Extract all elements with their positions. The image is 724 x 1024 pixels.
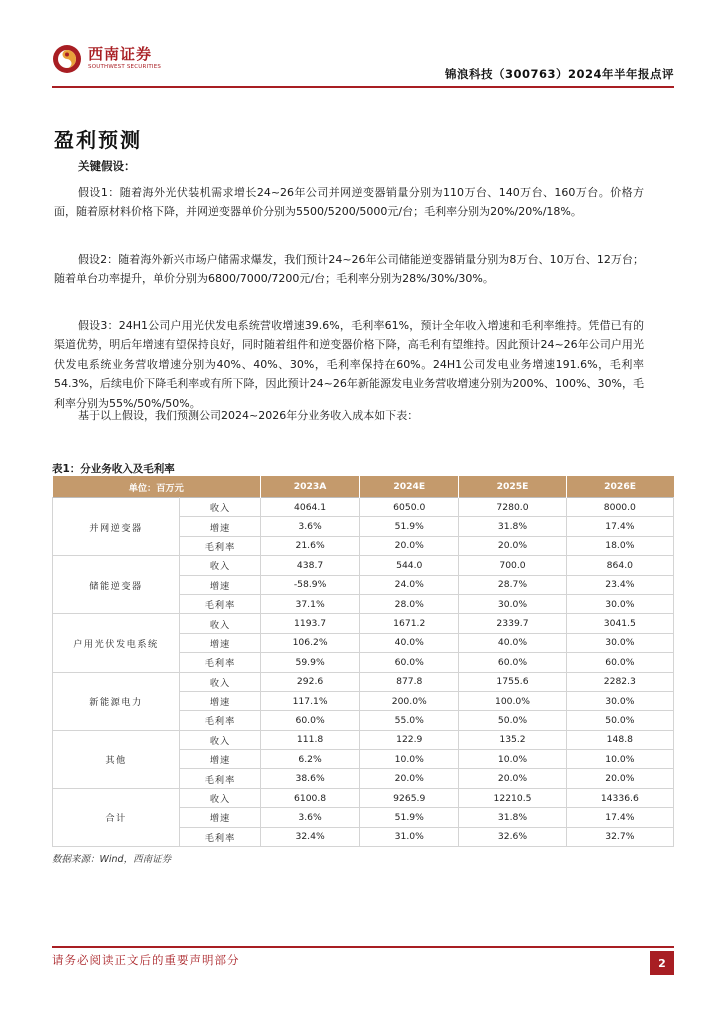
value-cell: 7280.0 — [459, 498, 566, 517]
value-cell: 877.8 — [360, 672, 459, 691]
page-number: 2 — [650, 951, 674, 975]
value-cell: 60.0% — [261, 711, 360, 730]
logo-english-name: SOUTHWEST SECURITIES — [88, 64, 162, 71]
value-cell: 50.0% — [459, 711, 566, 730]
segment-name-cell: 合计 — [53, 788, 180, 846]
header-unit: 单位：百万元 — [53, 476, 261, 498]
value-cell: 135.2 — [459, 730, 566, 749]
table-row — [53, 672, 674, 691]
value-cell: 12210.5 — [459, 788, 566, 807]
company-logo — [52, 42, 192, 76]
table-row — [53, 556, 674, 575]
table-row — [53, 730, 674, 749]
page-header — [52, 42, 674, 88]
header-2026e: 2026E — [566, 476, 673, 498]
value-cell: 864.0 — [566, 556, 673, 575]
segment-revenue-table — [52, 476, 674, 847]
value-cell: 4064.1 — [261, 498, 360, 517]
value-cell: 30.0% — [566, 633, 673, 652]
value-cell: 20.0% — [459, 769, 566, 788]
metric-name-cell: 收入 — [180, 614, 261, 633]
value-cell: 20.0% — [360, 536, 459, 555]
value-cell: 106.2% — [261, 633, 360, 652]
segment-name-cell: 其他 — [53, 730, 180, 788]
table-row — [53, 614, 674, 633]
value-cell: 60.0% — [566, 653, 673, 672]
value-cell: 1671.2 — [360, 614, 459, 633]
value-cell: 20.0% — [360, 769, 459, 788]
value-cell: 21.6% — [261, 536, 360, 555]
value-cell: 10.0% — [566, 750, 673, 769]
metric-name-cell: 收入 — [180, 672, 261, 691]
value-cell: 3041.5 — [566, 614, 673, 633]
metric-name-cell: 毛利率 — [180, 594, 261, 613]
assumption-paragraph-3: 假设3：24H1公司户用光伏发电系统营收增速39.6%，毛利率61%，预计全年收入增速和毛利率维持。凭借已有的渠道优势，明后年增速有望保持良好，同时随着组件和逆变器价格下降，高毛利有望维持。因此预计24~26年公司户用光伏发电系统业务营收增速分别为40%、40%、30%，毛利率保持在60%。24H1公司发电业务增速191.6%，毛利率54.3%，后续电价下降毛利率或有所下降，因此预计24~26年新能源发电业务营收增速分别为200%、100%、30%，毛利率分别为55%/50%/50%。 — [54, 319, 644, 410]
value-cell: 51.9% — [360, 517, 459, 536]
value-cell: 10.0% — [360, 750, 459, 769]
metric-name-cell: 毛利率 — [180, 827, 261, 846]
metric-name-cell: 增速 — [180, 691, 261, 710]
table-body — [53, 498, 674, 847]
value-cell: 55.0% — [360, 711, 459, 730]
value-cell: 20.0% — [459, 536, 566, 555]
footer-notice: 请务必阅读正文后的重要声明部分 — [52, 953, 240, 967]
segment-name-cell: 新能源电力 — [53, 672, 180, 730]
value-cell: 30.0% — [459, 594, 566, 613]
value-cell: 51.9% — [360, 808, 459, 827]
metric-name-cell: 增速 — [180, 517, 261, 536]
value-cell: 31.0% — [360, 827, 459, 846]
table-row — [53, 498, 674, 517]
value-cell: 50.0% — [566, 711, 673, 730]
metric-name-cell: 毛利率 — [180, 653, 261, 672]
section-title: 盈利预测 — [54, 128, 142, 152]
report-title: 锦浪科技（300763）2024年半年报点评 — [444, 67, 674, 81]
metric-name-cell: 增速 — [180, 575, 261, 594]
value-cell: 544.0 — [360, 556, 459, 575]
value-cell: 28.7% — [459, 575, 566, 594]
metric-name-cell: 增速 — [180, 633, 261, 652]
value-cell: 30.0% — [566, 594, 673, 613]
assumption-paragraph-1: 假设1：随着海外光伏装机需求增长24~26年公司并网逆变器销量分别为110万台、140万台、160万台。价格方面，随着原材料价格下降，并网逆变器单价分别为5500/5200/5000元/台；毛利率分别为20%/20%/18%。 — [54, 186, 644, 219]
value-cell: 14336.6 — [566, 788, 673, 807]
value-cell: 32.4% — [261, 827, 360, 846]
value-cell: 17.4% — [566, 808, 673, 827]
value-cell: 3.6% — [261, 517, 360, 536]
table-caption: 表1：分业务收入及毛利率 — [52, 463, 175, 475]
value-cell: 200.0% — [360, 691, 459, 710]
value-cell: 40.0% — [360, 633, 459, 652]
segment-name-cell: 储能逆变器 — [53, 556, 180, 614]
metric-name-cell: 增速 — [180, 750, 261, 769]
value-cell: 60.0% — [459, 653, 566, 672]
data-source: 数据来源：Wind，西南证券 — [52, 854, 172, 865]
metric-name-cell: 收入 — [180, 498, 261, 517]
metric-name-cell: 毛利率 — [180, 769, 261, 788]
value-cell: -58.9% — [261, 575, 360, 594]
value-cell: 31.8% — [459, 517, 566, 536]
assumption-paragraph-2: 假设2：随着海外新兴市场户储需求爆发，我们预计24~26年公司储能逆变器销量分别为8万台、10万台、12万台；随着单台功率提升，单价分别为6800/7000/7200元/台；毛利率分别为28%/30%/30%。 — [54, 253, 644, 286]
value-cell: 6.2% — [261, 750, 360, 769]
value-cell: 9265.9 — [360, 788, 459, 807]
value-cell: 59.9% — [261, 653, 360, 672]
value-cell: 3.6% — [261, 808, 360, 827]
assumptions-heading: 关键假设： — [78, 159, 136, 173]
value-cell: 18.0% — [566, 536, 673, 555]
value-cell: 10.0% — [459, 750, 566, 769]
table-header-row — [53, 476, 674, 498]
value-cell: 122.9 — [360, 730, 459, 749]
logo-mark-icon — [52, 44, 82, 74]
value-cell: 8000.0 — [566, 498, 673, 517]
metric-name-cell: 收入 — [180, 556, 261, 575]
value-cell: 2282.3 — [566, 672, 673, 691]
value-cell: 23.4% — [566, 575, 673, 594]
value-cell: 700.0 — [459, 556, 566, 575]
value-cell: 2339.7 — [459, 614, 566, 633]
value-cell: 117.1% — [261, 691, 360, 710]
value-cell: 17.4% — [566, 517, 673, 536]
header-2025e: 2025E — [459, 476, 566, 498]
metric-name-cell: 收入 — [180, 730, 261, 749]
value-cell: 111.8 — [261, 730, 360, 749]
value-cell: 292.6 — [261, 672, 360, 691]
value-cell: 38.6% — [261, 769, 360, 788]
footer-divider — [52, 946, 674, 948]
value-cell: 438.7 — [261, 556, 360, 575]
value-cell: 1193.7 — [261, 614, 360, 633]
table-row — [53, 788, 674, 807]
summary-paragraph: 基于以上假设，我们预测公司2024~2026年分业务收入成本如下表： — [78, 409, 419, 422]
value-cell: 30.0% — [566, 691, 673, 710]
logo-chinese-name: 西南证券 — [88, 45, 153, 64]
header-2023a: 2023A — [261, 476, 360, 498]
metric-name-cell: 毛利率 — [180, 536, 261, 555]
segment-name-cell: 并网逆变器 — [53, 498, 180, 556]
metric-name-cell: 收入 — [180, 788, 261, 807]
value-cell: 60.0% — [360, 653, 459, 672]
value-cell: 32.7% — [566, 827, 673, 846]
value-cell: 28.0% — [360, 594, 459, 613]
value-cell: 100.0% — [459, 691, 566, 710]
value-cell: 31.8% — [459, 808, 566, 827]
header-divider — [52, 86, 674, 88]
value-cell: 20.0% — [566, 769, 673, 788]
value-cell: 37.1% — [261, 594, 360, 613]
value-cell: 6050.0 — [360, 498, 459, 517]
value-cell: 24.0% — [360, 575, 459, 594]
value-cell: 6100.8 — [261, 788, 360, 807]
value-cell: 1755.6 — [459, 672, 566, 691]
metric-name-cell: 毛利率 — [180, 711, 261, 730]
segment-name-cell: 户用光伏发电系统 — [53, 614, 180, 672]
metric-name-cell: 增速 — [180, 808, 261, 827]
value-cell: 32.6% — [459, 827, 566, 846]
value-cell: 40.0% — [459, 633, 566, 652]
header-2024e: 2024E — [360, 476, 459, 498]
value-cell: 148.8 — [566, 730, 673, 749]
